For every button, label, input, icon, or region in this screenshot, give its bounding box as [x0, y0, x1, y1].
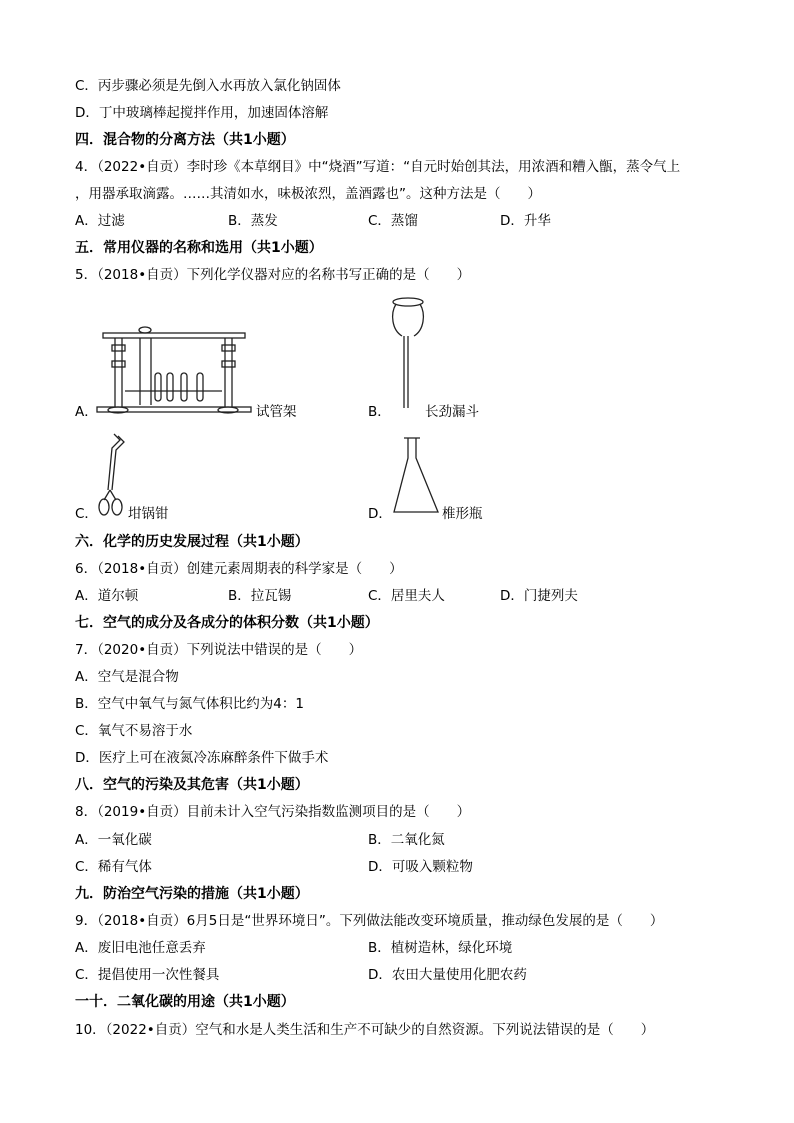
- section-heading-9: 九．防治空气污染的措施（共1小题）: [75, 886, 309, 902]
- q4-option-d: D．升华: [500, 213, 551, 229]
- section-heading-10: 一十．二氧化碳的用途（共1小题）: [75, 994, 295, 1010]
- q8-option-a: A．一氧化碳: [75, 832, 152, 848]
- q6-option-d: D．门捷列夫: [500, 588, 578, 604]
- q3-option-c: C．丙步骤必须是先倒入水再放入氯化钠固体: [75, 78, 341, 94]
- q8-option-b: B．二氧化氮: [368, 832, 445, 848]
- conical-flask-image: [390, 434, 446, 520]
- q9-option-b: B．植树造林，绿化环境: [368, 940, 513, 956]
- q5-option-c-letter: C．: [75, 506, 98, 522]
- q10-stem: 10．（2022•自贡）空气和水是人类生活和生产不可缺少的自然资源。下列说法错误的是（ ）: [75, 1022, 655, 1038]
- q5-stem: 5．（2018•自贡）下列化学仪器对应的名称书写正确的是（ ）: [75, 267, 471, 283]
- q7-option-a: A．空气是混合物: [75, 669, 179, 685]
- q5-option-d-letter: D．: [368, 506, 392, 522]
- section-heading-6: 六．化学的历史发展过程（共1小题）: [75, 534, 309, 550]
- section-heading-8: 八．空气的污染及其危害（共1小题）: [75, 777, 309, 793]
- q8-option-c: C．稀有气体: [75, 859, 152, 875]
- q7-stem: 7．（2020•自贡）下列说法中错误的是（ ）: [75, 642, 363, 658]
- q5-option-b-letter: B．: [368, 404, 391, 420]
- test-tube-rack-image: [95, 325, 255, 415]
- q6-stem: 6．（2018•自贡）创建元素周期表的科学家是（ ）: [75, 561, 403, 577]
- q9-stem: 9．（2018•自贡）6月5日是“世界环境日”。下列做法能改变环境质量，推动绿色发展的是（ ）: [75, 913, 664, 929]
- q4-stem-line2: ，用器承取滴露。……其清如水，味极浓烈，盖酒露也”。这种方法是（ ）: [75, 186, 541, 202]
- q5-option-a-name: 试管架: [256, 404, 297, 420]
- q4-option-a: A．过滤: [75, 213, 125, 229]
- q3-option-d: D．丁中玻璃棒起搅拌作用，加速固体溶解: [75, 105, 329, 121]
- q7-option-c: C．氧气不易溶于水: [75, 723, 193, 739]
- q8-option-d: D．可吸入颗粒物: [368, 859, 473, 875]
- q8-stem: 8．（2019•自贡）目前未计入空气污染指数监测项目的是（ ）: [75, 804, 471, 820]
- q5-option-a-letter: A．: [75, 404, 98, 420]
- q6-option-a: A．道尔顿: [75, 588, 139, 604]
- q4-option-b: B．蒸发: [228, 213, 278, 229]
- q5-option-b-name: 长劲漏斗: [425, 404, 479, 420]
- q6-option-c: C．居里夫人: [368, 588, 445, 604]
- section-heading-4: 四．混合物的分离方法（共1小题）: [75, 132, 295, 148]
- q9-option-c: C．提倡使用一次性餐具: [75, 967, 220, 983]
- q7-option-d: D．医疗上可在液氮冷冻麻醉条件下做手术: [75, 750, 329, 766]
- q6-option-b: B．拉瓦锡: [228, 588, 292, 604]
- q9-option-d: D．农田大量使用化肥农药: [368, 967, 527, 983]
- q4-stem-line1: 4．（2022•自贡）李时珍《本草纲目》中“烧酒”写道：“自元时始创其法，用浓酒和糟入甑，蒸令气上: [75, 159, 681, 175]
- q7-option-b: B．空气中氧气与氮气体积比约为4：1: [75, 696, 304, 712]
- q5-option-d-name: 椎形瓶: [442, 506, 483, 522]
- q9-option-a: A．废旧电池任意丢弃: [75, 940, 206, 956]
- funnel-image: [390, 296, 440, 416]
- section-heading-7: 七．空气的成分及各成分的体积分数（共1小题）: [75, 615, 379, 631]
- q5-option-c-name: 坩锅钳: [128, 506, 169, 522]
- section-heading-5: 五．常用仪器的名称和选用（共1小题）: [75, 240, 323, 256]
- q4-option-c: C．蒸馏: [368, 213, 418, 229]
